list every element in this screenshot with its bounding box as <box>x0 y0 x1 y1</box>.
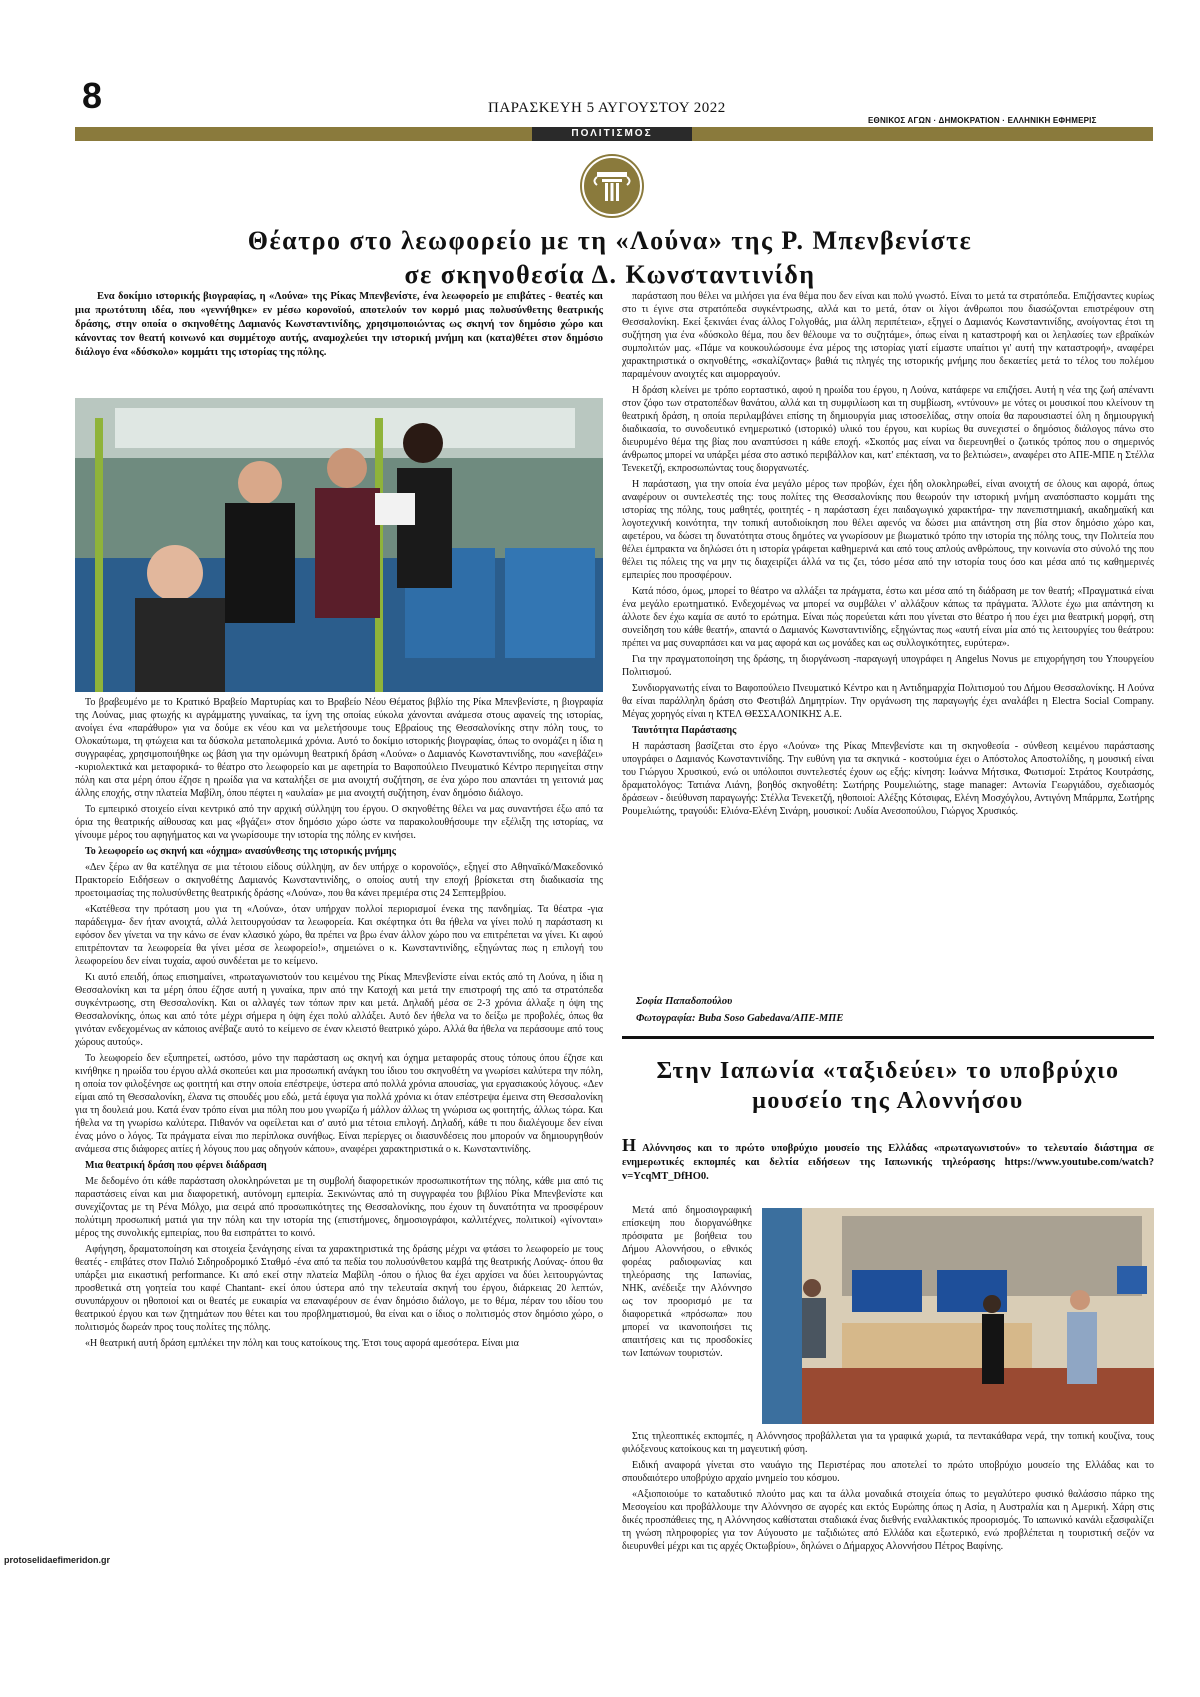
page-number: 8 <box>82 75 103 116</box>
article-lead: Ενα δοκίμιο ιστορικής βιογραφίας, η «Λούνα» της Ρίκας Μπενβενίστε, ένα λεωφορείο με επιβάτες - θεατές και μια πρωτότυπη ιδέα, που «γεννήθηκε» εν μέσω κορονοϊού, αποτελούν τον κορμό μιας πολυσύνθετης θεατρικής δράσης, στην οποία ο σκηνοθέτης Δαμιανός Κωνσταντινίδης, χρησιμοποιώντας ως σκηνή τον δημόσιο χώρο και κάνοντας τον θεατή κοινωνό και συμμέτοχο αυτής, αναμοχλεύει την ιστορική μνήμη και (κατα)θέτει στον δημόσιο διάλογο ένα «δύσκολο» κομμάτι της ιστορίας της πόλης. <box>75 291 603 358</box>
article-right-column <box>622 290 1154 1070</box>
masthead-strip: ΕΘΝΙΚΟΣ ΑΓΩΝ · ΔΗΜΟΚΡΑΤΙΟΝ · ΕΛΛΗΝΙΚΗ ΕΦΗΜΕΡΙΣ <box>868 116 1097 125</box>
right-paragraph: Κατά πόσο, όμως, μπορεί το θέατρο να αλλάξει τα πράγματα, έστω και μέσα από τη διάδραση με τον θεατή; «Πραγματικά είναι ένα μεγάλο ερωτηματικό. Ενδεχομένως να μπορεί να συμβάλει ν' αλλάξουν κάπως τα πράγματα. Άλλοτε έχω μια απάντηση κι άλλοτε δεν έχω καμία σε αυτό το ερώτημα. Είναι πώς πορεύεται κάτι που γίνεται στο θέατρο ή που έχει μια θεατρική μορφή, στη συνείδηση του κάθε θεατή», απαντά ο Δαμιανός Κωνσταντινίδης, εξηγώντας πως «αυτή είναι μία από τις λειτουργίες του θεάτρου: πρέπει να μας συναρπάσει και να μας αφορά και ως μονάδες και ως συλλογικότητες, ευρύτερα». <box>622 586 1154 649</box>
article2-lead <box>622 1135 1154 1184</box>
article-divider <box>622 1036 1154 1039</box>
issue-date: ΠΑΡΑΣΚΕΥΗ 5 ΑΥΓΟΥΣΤΟΥ 2022 <box>488 100 726 116</box>
headline-line-2: σε σκηνοθεσία Δ. Κωνσταντινίδη <box>404 260 816 289</box>
headline2-line-1: Στην Ιαπωνία «ταξιδεύει» το υποβρύχιο <box>656 1058 1120 1084</box>
museum-screens-photo <box>762 1208 1154 1424</box>
section-label: ΠΟΛΙΤΙΣΜΟΣ <box>532 127 692 141</box>
article2-paragraph: Στις τηλεοπτικές εκπομπές, η Αλόννησος προβάλλεται για τα γραφικά χωριά, τα πεντακάθαρα νερά, την τοπική κουζίνα, τους φιλόξενους κατοίκους και τη μαγευτική φύση. <box>622 1431 1154 1455</box>
right-paragraph: Συνδιοργανωτής είναι το Βαφοπούλειο Πνευματικό Κέντρο και η Αντιδημαρχία Πολιτισμού του Δήμου Θεσσαλονίκης. Η Λούνα θα είναι παράλληλη δράση στο Φεστιβάλ Δημητρίων. Την οργάνωση της παραγωγής έχει αναλάβει η Electra Social Company. Μέγας χορηγός είναι η ΚΤΕΛ ΘΕΣΣΑΛΟΝΙΚΗΣ Α.Ε. <box>622 683 1154 720</box>
article-headline <box>120 224 1100 292</box>
left-paragraph: «Κατέθεσα την πρόταση μου για τη «Λούνα», όταν υπήρχαν πολλοί περιορισμοί ένεκα της πανδημίας. Τα θέατρα -για παράδειγμα- δεν ήταν ανοιχτά, αλλά λειτουργούσαν τα λεωφορεία. Και σκέφτηκα ότι θα ήθελα να γίνει πολύ η παράσταση κι εφόσον δεν γίνεται να την κάνω σε έναν κλασικό χώρο, θα πρέπει να βρω έναν άλλον χώρο που να επιτρέπεται να γίνει. Κι αφού επιτρέπονταν τα λεωφορεία θα γίνει μέσα σε λεωφορείο!», σημειώνει ο κ. Κωνσταντινίδης, εξηγώντας πως η επιλογή του λεωφορείου δεν είναι τυχαία, αφού συνδέεται με το κείμενο. <box>75 904 603 967</box>
lead-text: Αλόννησος και το πρώτο υποβρύχιο μουσείο της Ελλάδας «πρωταγωνιστούν» το τελευταίο διάστημα σε ενημερωτικές εκπομπές και δελτία ειδήσεων της Ιαπωνικής τηλεόρασης https://www.youtube.com/watch?v=YcqMT_DfHO0. <box>622 1143 1154 1182</box>
right-paragraph: Για την πραγματοποίηση της δράσης, τη διοργάνωση -παραγωγή υπογράφει η Angelus Novus με επιχορήγηση του Υπουργείου Πολιτισμού. <box>622 654 1154 678</box>
left-paragraph: Το βραβευμένο με το Κρατικό Βραβείο Μαρτυρίας και το Βραβείο Νέου Θέματος βιβλίο της Ρίκα Μπενβενίστε, η βιογραφία της Λούνας, μιας φτωχής κι αγράμματης γυναίκας, τα ίχνη της οποίας εύκολα χάνονται ανάμεσα στους αφανείς της ιστορίας, ανοίγει ένα «παράθυρο» για να δούμε εκ νέου και να μελετήσουμε τους Εβραίους της Θεσσαλονίκης στην πόλη τους, το Ολοκαύτωμα, τη φτώχεια και τα δύσκολα μεταπολεμικά χρόνια. Αυτό το δοκίμιο ιστορικής βιογραφίας, όπως το ονομάζει η ίδια η συγγραφέας, χρησιμοποιήθηκε ως βάση για την ομώνυμη θεατρική δράση «Λούνα» ο Δαμιανός Κωνσταντινίδης, που «ανεβάζει» -κυριολεκτικά και μεταφορικά- το θέατρο στο λεωφορείο και με αφετηρία το Βαφοπούλειο Πνευματικό Κέντρο περιηγείται στην πόλη και στα μέρη όπου έζησε η ηρωίδα για να καταλήξει σε μια ανοιχτή συζήτηση, σε ένα χώρο που απαντάει τη γειτονιά μας άλλης εποχής, στην πλατεία Μαβίλη, όπου πέφτει η «αυλαία» με μια ανοιχτή συζήτηση, έναν δημόσιο διάλογο. <box>75 697 603 799</box>
source-watermark: protoselidaefimeridon.gr <box>4 1555 111 1565</box>
bus-theatre-photo <box>75 398 603 692</box>
left-paragraph: Αφήγηση, δραματοποίηση και στοιχεία ξενάγησης είναι τα χαρακτηριστικά της δράσης μέχρι να φτάσει το λεωφορείο με τους θεατές - επιβάτες στον Παλιό Σιδηροδρομικό Σταθμό -ένα από τα πεδία του πολυσύνθετου καμβά της θεατρικής Λούνας- όπου θα υπάρξει μια εικαστική performance. Κι από εκεί στην πλατεία Μαβίλη -όπου ο ήλιος θα έχει αρχίσει να δύει λειτουργώντας προσθετικά στη γοητεία του καφέ Chantant- εκεί όπου ύστερα από την τελευταία σκηνή του έργου, διάρκειας 20 λεπτών, συνυπάρχουν οι ηθοποιοί και οι θεατές με ευκαιρία να επαναφέρουν σε έναν δημόσιο διάλογο, με το θέμα, πέραν του ιδίου του θεατρικού έργου και των ζητημάτων που θέτει και του προβληματισμού, θα είναι και ο ίδιος ο πολιτισμός στον δημόσιο χώρο, ο πολιτισμός δωρεάν προς τους πολίτες της πόλης. <box>75 1244 603 1333</box>
left-paragraph: Το λεωφορείο δεν εξυπηρετεί, ωστόσο, μόνο την παράσταση ως σκηνή και όχημα μεταφοράς στους τόπους όπου έζησε και κινήθηκε η ηρωίδα του έργου αλλά σκοπεύει και μια προσωπική ανάγκη του ίδιου του σκηνοθέτη να γνωρίσει καλύτερα την πόλη, η οποία τον φιλοξένησε ως φοιτητή και στην οποία επέστρεψε, ύστερα από πολλά χρόνια απουσίας, για εργασιακούς λόγους. «Δεν είμαι από τη Θεσσαλονίκη, έλανα τις σπουδές μου εδώ, μετά έφυγα για πολλά χρόνια κι όταν επέστρεψα έμεινα στη Θεσσαλονίκη για τη δουλειά μου. Κατά έναν τρόπο είναι μια πόλη που μου γνωρίζω ή μάλλον άλλως τη γνώρισα ως φοιτητής, άλλως τώρα. Και ήθελα να τη γνωρίσω καλύτερα. Πιθανόν να οφείλεται και σ' αυτό μια τέτοια επιλογή. Δηλαδή, κάθε τι που διαλέγουμε δεν είναι ένας μόνο ο λόγος. Τα πράγματα είναι πιο περίπλοκα συνήθως. Είναι περίεργες οι διασυνδέσεις που μπορούν να δημιουργηθούν ανάμεσα στις διάφορες αιτίες ή λόγους που μας οδηγούν κάπου», αναφέρει χαρακτηριστικά ο κ. Κωνσταντινίδης. <box>75 1053 603 1155</box>
column-capital-icon <box>580 154 644 218</box>
article2-headline <box>622 1056 1154 1116</box>
credits-heading: Ταυτότητα Παράστασης <box>632 725 737 736</box>
article2-paragraph: Ειδική αναφορά γίνεται στο ναυάγιο της Περιστέρας που αποτελεί το πρώτο υποβρύχιο μουσείο της Ελλάδας και το σπουδαιότερο υποβρύχιο αρχαίο μνημείο του κόσμου. <box>622 1460 1154 1484</box>
article2-body <box>622 1430 1154 1600</box>
left-paragraph: Το εμπειρικό στοιχείο είναι κεντρικό από την αρχική σύλληψη του έργου. Ο σκηνοθέτης θέλει να μας συναντήσει έξω από τα όρια της θεατρικής αίθουσας και μας «βγάζει» στον δημόσιο χώρο ώστε να παρακολουθήσουμε την εξέλιξη της ιστορίας, να γίνουμε μέρος του αφηγήματος και να γνωρίσουμε την ιστορία της πόλης εν κινήσει. <box>75 804 603 841</box>
headline-line-1: Θέατρο στο λεωφορείο με τη «Λούνα» της Ρ. Μπενβενίστε <box>247 226 973 255</box>
left-paragraph: Κι αυτό επειδή, όπως επισημαίνει, «πρωταγωνιστούν του κειμένου της Ρίκας Μπενβενίστε είναι εκτός από τη Λούνα, η ίδια η Θεσσαλονίκη και τα μέρη όπου έζησε αυτή η γυναίκα, πριν από την Κατοχή και μετά την επιστροφή της από τα στρατόπεδα συγκέντρωσης, στη Θεσσαλονίκη. Και οι αλλαγές των τόπων πριν και μετά. Δηλαδή μέσα σε 2-3 χρόνια άλλαξε η όψη της Θεσσαλονίκης, όπως και από τότε μέχρι σήμερα η όψη έχει πολύ αλλάξει. Αυτό δεν ήθελα να το δείξω με προβολές, όπως θα γινόταν ενδεχομένως αν κάποιος ανέβαζε αυτό το κείμενο σε έναν κλειστό θεατρικό χώρο. Αλλά θα ήθελα να περάσουμε από τους χώρους αυτούς». <box>75 972 603 1048</box>
article2-narrow-column <box>622 1204 752 1428</box>
article-left-column <box>75 696 603 1696</box>
right-paragraph: Η δράση κλείνει με τρόπο εορταστικό, αφού η ηρωίδα του έργου, η Λούνα, κατάφερε να επιζήσει. Αυτή η νέα της ζωή απέναντι στον ζόφο των στρατοπέδων θανάτου, αλλά και τη συμφιλίωση και τη συμβίωση, «ντύνουν» με νότες οι μουσικοί που κλείνουν τη θεατρική δράση, η οποία περιλαμβάνει επίσης τη δημιουργία μιας ιστοσελίδας, στην οποία θα παρουσιαστεί όλη η δημιουργική διαδικασία, το συνοδευτικό ενημερωτικό (ιστορικό) υλικό του έργου, και κυρίως θα συνεχιστεί ο δημόσιος διάλογος πάνω στο διευρυμένο θέμα της βίας που αναπτύσσει η κάθε εποχή. «Σκοπός μας είναι να διερευνηθεί ο ζωτικός τρόπος που ο σημερινός άνθρωπος μπορεί να υπάρξει μέσα στο αστικό περιβάλλον και, κατ' επέκταση, να το βελτιώσει», αναφέρει στο ΑΠΕ-ΜΠΕ η Στέλλα Τενεκετζή, εκπροσωπώντας τους διοργανωτές. <box>622 385 1154 474</box>
right-paragraph: Η παράσταση, για την οποία ένα μεγάλο μέρος των προβών, έχει ήδη ολοκληρωθεί, είναι ανοιχτή σε όλους και αφορά, όπως αναφέρουν οι συντελεστές της: τους πολίτες της Θεσσαλονίκης που θεωρούν την ιστορική μνήμη αναπόσπαστο κομμάτι της ιστορίας της πόλης, τους μαθητές, φοιτητές - η παράσταση έχει παιδαγωγικό χαρακτήρα- την πανεπιστημιακή, ακαδημαϊκή και λογοτεχνική κοινότητα, την τοπική αυτοδιοίκηση που θέλει αφενός να δώσει μια απάντηση στη βία στον δημόσιο χώρο και, αφετέρου, να δώσει τη δυνατότητα στους δημότες να γνωρίσουν με βιωματικό τρόπο την ιστορία της πόλης τους, την Πολιτεία που θέλει έμπρακτα να δηλώσει ότι η ιστορία γράφεται καθημερινά και από τους απλούς ανθρώπους, την κοινωνία στο σύνολό της που θέλει τις πόλεις της να μην τις διαχειρίζει άλλά να τις ζει, τόσο μέσα από την ιστορία τους όσο και μέσα από τις καθημερινές εμπειρίες που προσφέρουν. <box>622 479 1154 581</box>
narrow-paragraph: Μετά από δημοσιογραφική επίσκεψη που διοργανώθηκε πρόσφατα με βοήθεια του Δήμου Αλοννήσου, ο εθνικός φορέας ραδιοφωνίας και τηλεόρασης της Ιαπωνίας, NHK, ανέδειξε την Αλόννησο ως τον προορισμό με τα διαφορετικά «πρόσωπα» που μπορεί να ικανοποιήσει τις απαιτήσεις και τις προσδοκίες των Ιαπώνων τουριστών. <box>622 1205 752 1359</box>
subheading: Μια θεατρική δράση που φέρνει διάδραση <box>85 1160 267 1171</box>
lead-initial: Η <box>622 1135 637 1155</box>
right-paragraph: παράσταση που θέλει να μιλήσει για ένα θέμα που δεν είναι και πολύ γνωστό. Είναι το μετά τα στρατόπεδα. Επιζήσαντες κυρίως στο τι έγινε στα στρατόπεδα συγκέντρωσης, αλλά και το μετά, όταν οι λίγοι άνθρωποι που διασώζονται επιστρέφουν στη Θεσσαλονίκη. Εκεί ξεκινάει ένας άλλος Γολγοθάς, μια άλλη περιπέτεια», εξηγεί ο Δαμιανός Κωνσταντινίδης, ανοίγοντας έτσι τη συζήτηση για ένα «δύσκολο θέμα, που δεν θέλουμε να το συζητάμε», όπως είναι η καταστροφή και οι λεηλασίες των εβραϊκών συμπολιτών μας. «Πάμε να κουκουλώσουμε ένα μέρος της ιστορίας γιατί είμαστε υπαίτιοι γι' αυτή την καταστροφή», αναφέρει χαρακτηριστικά ο σκηνοθέτης, «σκαλίζοντας» βαθιά τις πληγές της ιστορικής μνήμης που δεκαετίες μετά το τέλος του πολέμου παραμένουν ανοιχτές και αιμορραγούν. <box>622 291 1154 380</box>
left-paragraph: Με δεδομένο ότι κάθε παράσταση ολοκληρώνεται με τη συμβολή διαφορετικών προσωπικοτήτων της πόλης, κάθε μια από τις παραστάσεις είναι και μια διαφορετική, αυτόνομη εμπειρία. Ξεκινώντας από τη συγγραφέα του βιβλίου Ρίκα Μπενβενίστε και συνεχίζοντας με τη Ρένα Μόλχο, μια σειρά από προσωπικότητες της Θεσσαλονίκης, που έχουν τη δυνατότητα να προσφέρουν πολύτιμη προσωπική ματιά για την πόλη και την ιστορία της (επιστήμονες, δημοσιογράφοι, καλλιτέχνες, πολιτικοί) «γίνονται» μέρος της συνολικής εμπειρίας, που θα εισπράττει το κοινό. <box>75 1176 603 1239</box>
credits-text: Η παράσταση βασίζεται στο έργο «Λούνα» της Ρίκας Μπενβενίστε και τη σκηνοθεσία - σύνθεση κειμένου παράστασης υπογράφει ο Δαμιανός Κωνσταντινίδης. Την ευθύνη για τα σκηνικά - κοστούμια έχει ο Απόστολος Αποστολίδης, η μουσική είναι του Γιώργου Χρυσικού, ενώ οι υπόλοιποι συντελεστές έχουν ως εξής: κίνηση: Ιωάννα Μήτσικα, Φωτισμοί: Στράτος Κουτράσης, δραματολόγος: Τατιάνα Λιάνη, βοηθός σκηνοθέτη: Σωτήρης Ρουμελιώτης, stage manager: Αντωνία Γεωργιάδου, σχεδιασμός δράσεων - διεύθυνση παραγωγής: Στέλλα Τενεκετζή, ηθοποιοί: Αλέξης Κότσιφας, Ελένη Μοσχόγλου, Αντιγόνη Μπάρμπα, Σωτήρης Ρουμελιώτης, τραγούδι: Ελιόνα-Ελένη Σινάρη, μουσικοί: Λυδία Ανεσοπούλου, Γιώργος Χρυσικός. <box>622 741 1154 817</box>
article2-paragraph: «Αξιοποιούμε το καταδυτικό πλούτο μας και τα άλλα μοναδικά στοιχεία όπως το μεγαλύτερο φυσικό θαλάσσιο πάρκο της Μεσογείου και προβάλλουμε την Αλόννησο σε αγορές και εκτός Ευρώπης όπως η Ασία, η Αυστραλία και η Αμερική. Χάρη στις δικές προσπάθειες της, η Αλόννησος καθίσταται σταδιακά ένας διεθνής εναλλακτικός προορισμός. Το ιαπωνικό κανάλι εξασφαλίζει τη γνώση πληροφορίες για τον Αύγουστο με ταξιδιώτες από Ελλάδα και εξωτερικό, ενώ προβλέπεται η τουριστική σεζόν να διευρυνθεί μέχρι και τις αρχές Οκτωβρίου», δηλώνει ο Δήμαρχος Αλοννήσου Πέτρος Βαφίνης. <box>622 1489 1154 1552</box>
subheading: Το λεωφορείο ως σκηνή και «όχημα» ανασύνθεσης της ιστορικής μνήμης <box>85 846 396 857</box>
photo-credit: Φωτογραφία: Buba Soso Gabedava/ΑΠΕ-ΜΠΕ <box>636 1013 844 1024</box>
author-byline: Σοφία Παπαδοπούλου <box>636 996 733 1007</box>
left-paragraph: «Δεν ξέρω αν θα κατέληγα σε μια τέτοιου είδους σύλληψη, αν δεν υπήρχε ο κορονοϊός», εξηγεί στο Αθηναϊκό/Μακεδονικό Πρακτορείο Ειδήσεων ο σκηνοθέτης Δαμιανός Κωνσταντινίδης, ο οποίος αυτή την εποχή βρίσκεται στη διαδικασία της προετοιμασίας της πολυσύνθετης θεατρικής δράσης «Λούνα», που θα κάνει πρεμιέρα στις 24 Σεπτεμβρίου. <box>75 862 603 899</box>
left-paragraph: «Η θεατρική αυτή δράση εμπλέκει την πόλη και τους κατοίκους της. Έτσι τους αφορά αμεσότερα. Είναι μια <box>85 1338 519 1349</box>
headline2-line-2: μουσείο της Αλοννήσου <box>752 1088 1024 1114</box>
